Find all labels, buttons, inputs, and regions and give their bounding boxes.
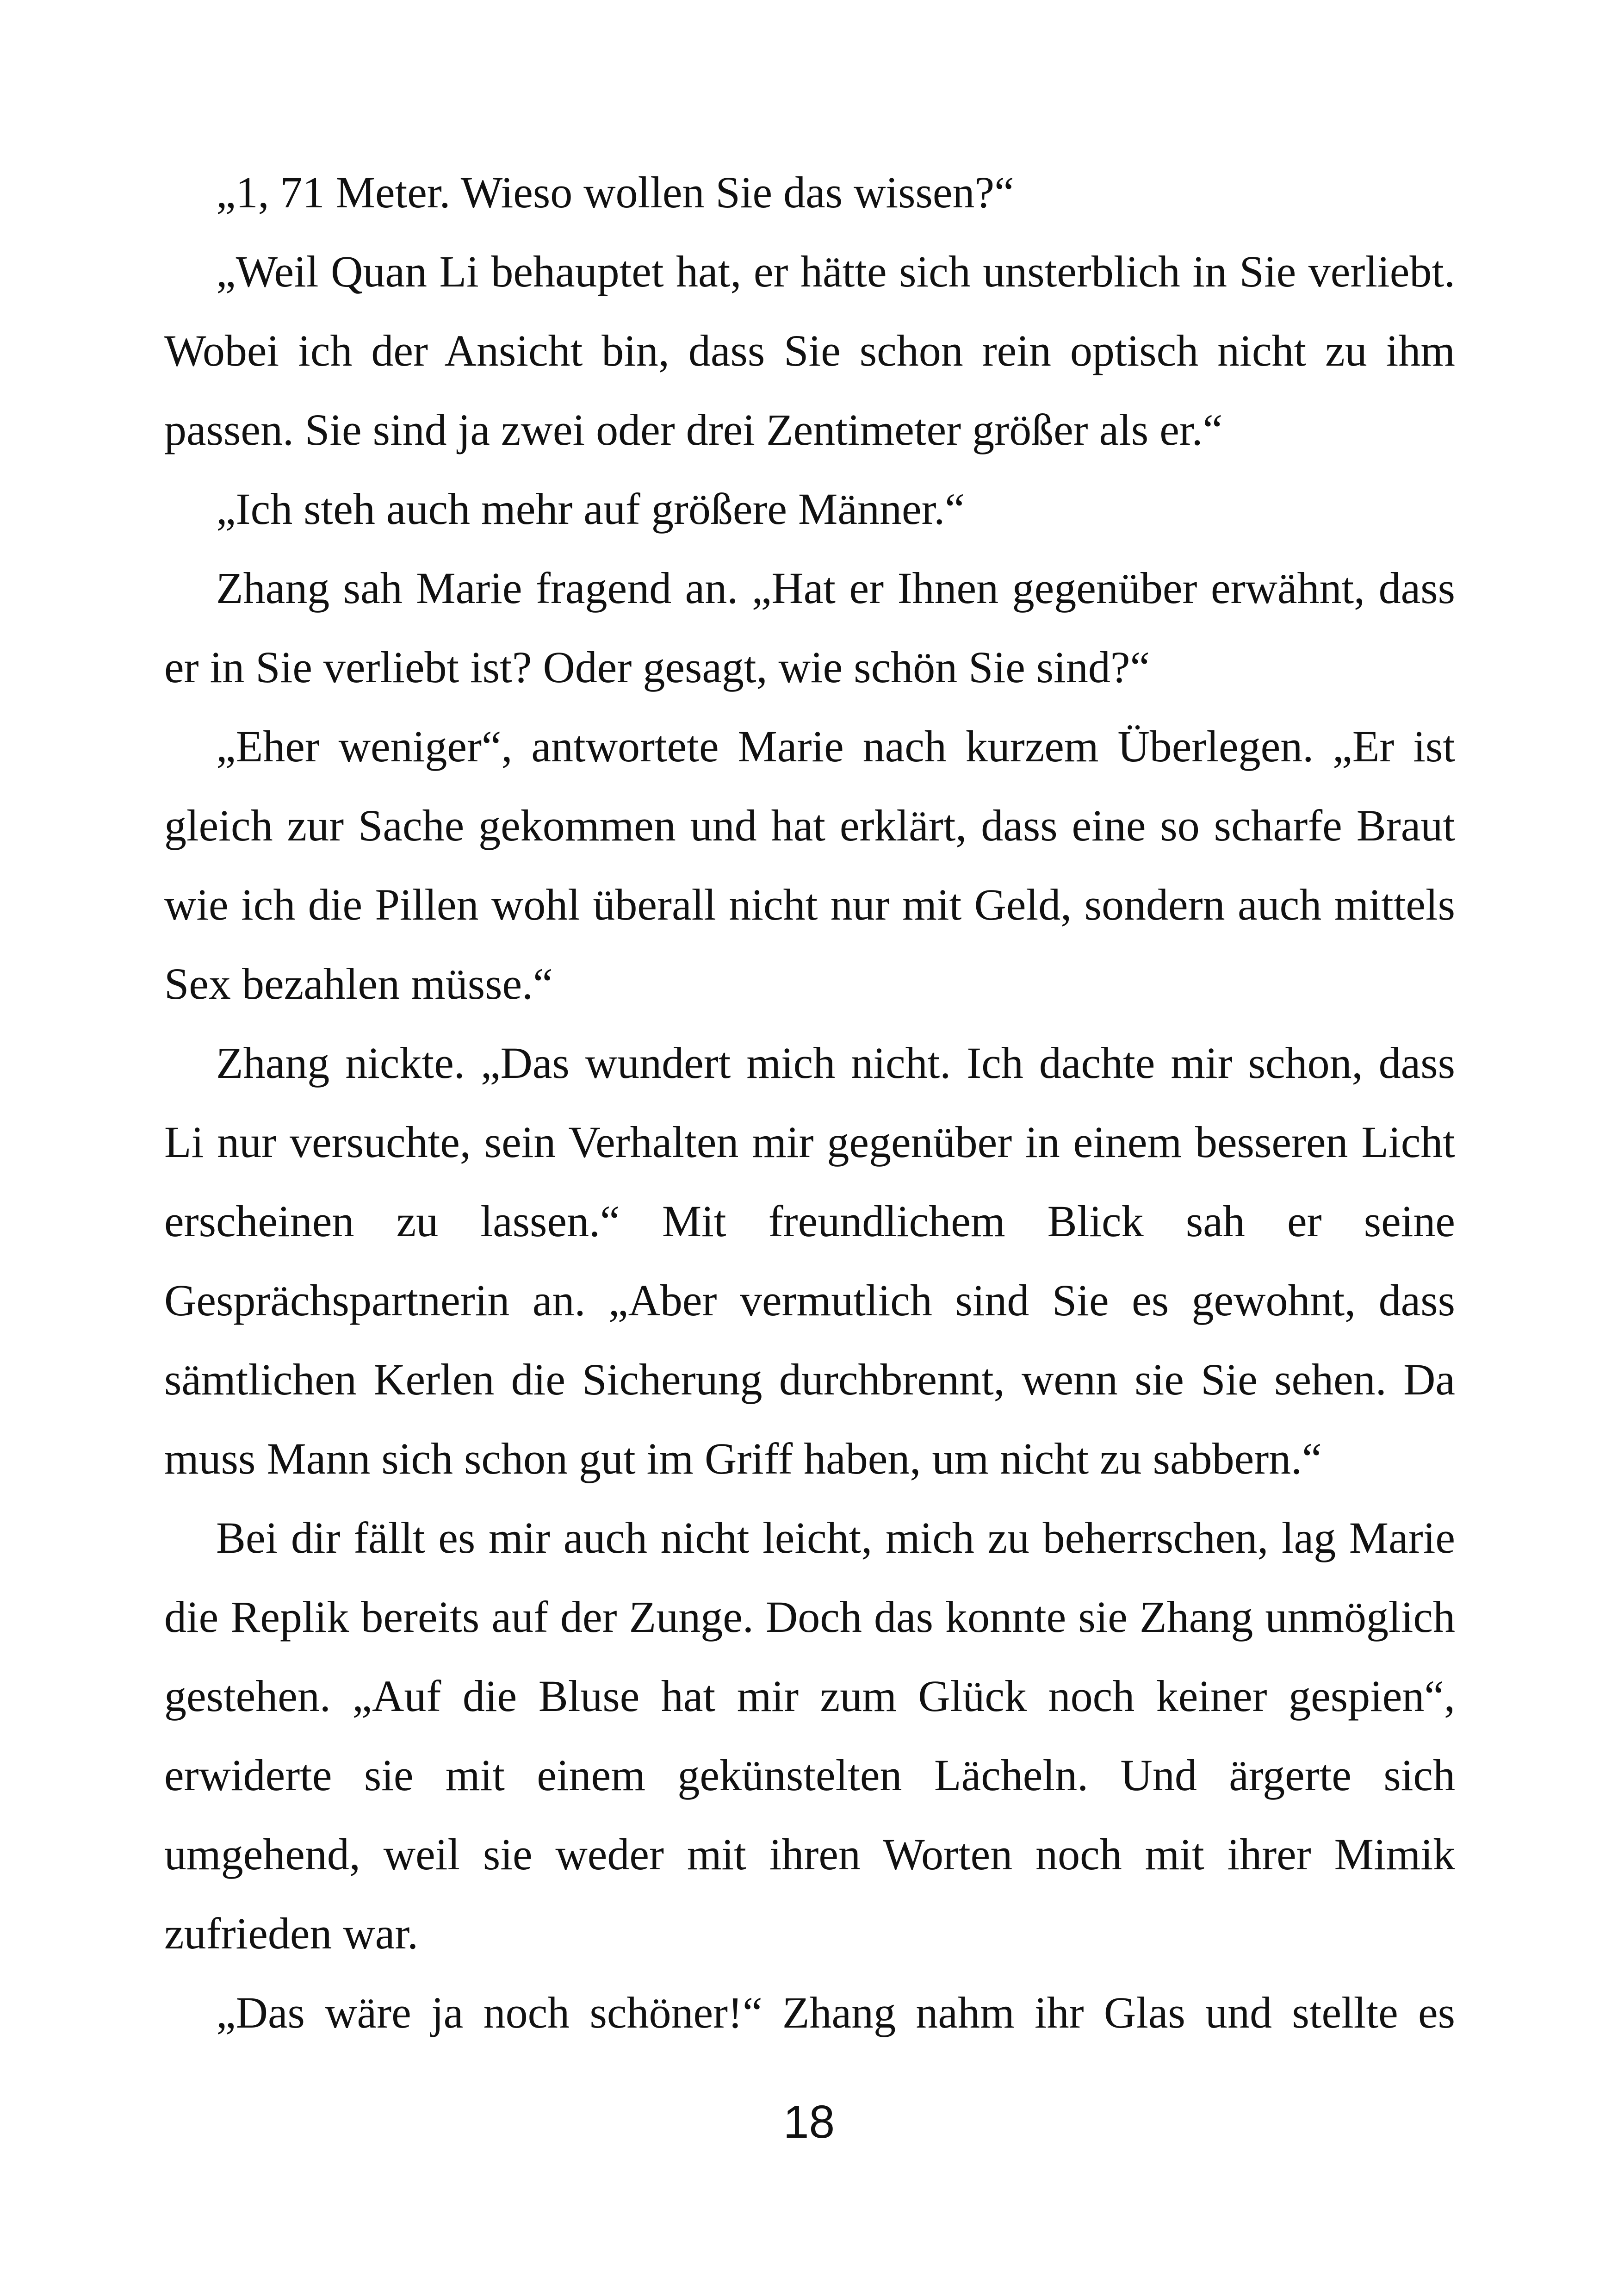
paragraph: Zhang sah Marie fragend an. „Hat er Ihnen gegenüber erwähnt, dass er in Sie verliebt ist? Oder gesagt, wie schön Sie sind?“ [164,563,1455,692]
paragraph: „Das wäre ja noch schöner!“ Zhang nahm ihr Glas und stellte es [216,1988,1455,2037]
paragraph: „Weil Quan Li behauptet hat, er hätte sich unsterblich in Sie verliebt. Wobei ich der Ansicht bin, dass Sie schon rein optisch nicht zu ihm passen. Sie sind ja zwei oder drei Zentimeter größer als er.“ [164,247,1455,454]
page-number: 18 [783,2096,835,2148]
paragraph: Zhang nickte. „Das wundert mich nicht. Ich dachte mir schon, dass Li nur versuchte, sein Verhalten mir gegenüber in einem besseren Licht erscheinen zu lassen.“ Mit freundlichem Blick sah er seine Gesprächspartnerin an. „Aber vermutlich sind Sie es gewohnt, dass sämtlichen Kerlen die Sicherung durchbrennt, wenn sie Sie sehen. Da muss Mann sich schon gut im Griff haben, um nicht zu sabbern.“ [164,1038,1455,1483]
paragraph: Bei dir fällt es mir auch nicht leicht, mich zu beherrschen, lag Marie die Replik bereits auf der Zunge. Doch das konnte sie Zhang unmöglich gestehen. „Auf die Bluse hat mir zum Glück noch keiner gespien“, erwiderte sie mit einem gekünstelten Lächeln. Und ärgerte sich umgehend, weil sie weder mit ihren Worten noch mit ihrer Mimik zufrieden war. [164,1513,1455,1958]
body-text [164,153,1455,2052]
paragraph: „1, 71 Meter. Wieso wollen Sie das wissen?“ [216,168,1014,217]
paragraph: „Eher weniger“, antwortete Marie nach kurzem Überlegen. „Er ist gleich zur Sache gekommen und hat erklärt, dass eine so scharfe Braut wie ich die Pillen wohl überall nicht nur mit Geld, sondern auch mittels Sex bezahlen müsse.“ [164,722,1455,1008]
paragraph: „Ich steh auch mehr auf größere Männer.“ [216,484,965,534]
